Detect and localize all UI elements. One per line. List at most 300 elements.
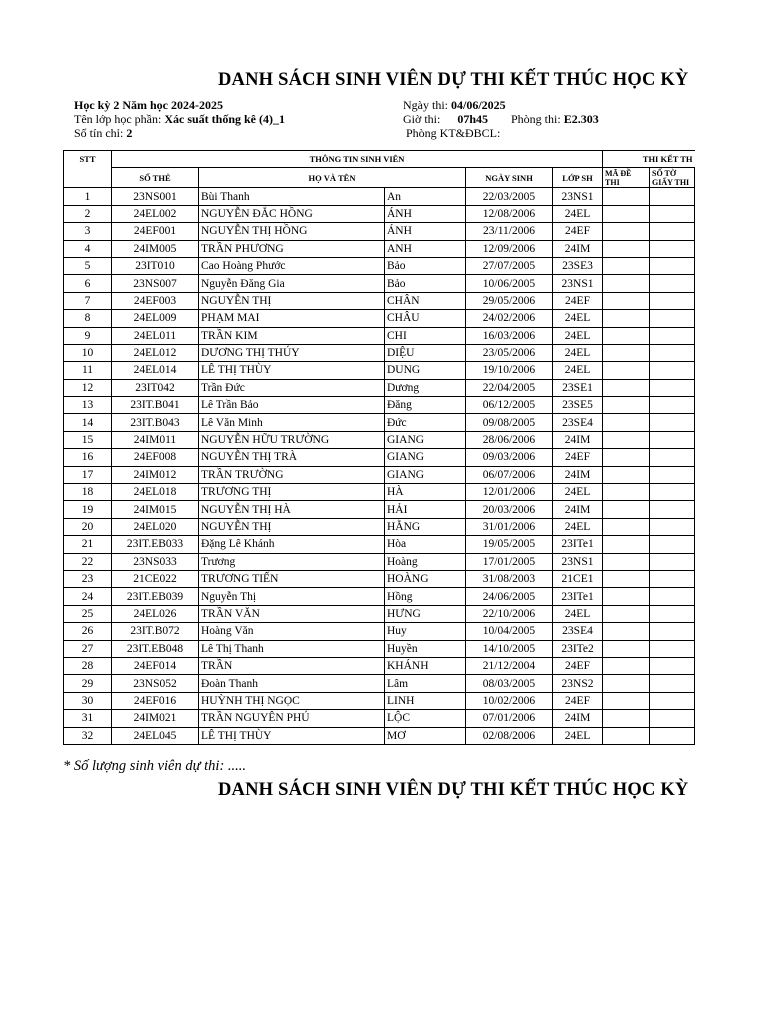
- header-exam-code: MÃ ĐỀ THI: [603, 168, 650, 188]
- cell-last-middle-name: HUỲNH THỊ NGỌC: [199, 692, 385, 709]
- cell-last-middle-name: Nguyễn Thị: [199, 588, 385, 605]
- cell-sheet-count: [650, 553, 695, 570]
- cell-first-name: Huyền: [385, 640, 466, 657]
- cell-stt: 24: [64, 588, 112, 605]
- cell-card-number: 24EL014: [112, 362, 199, 379]
- cell-date-of-birth: 12/09/2006: [466, 240, 553, 257]
- cell-exam-code: [603, 605, 650, 622]
- header-student-info: THÔNG TIN SINH VIÊN: [112, 151, 603, 168]
- table-row: [64, 501, 695, 518]
- cell-card-number: 23NS007: [112, 275, 199, 292]
- cell-stt: 25: [64, 605, 112, 622]
- cell-class: 23ITe1: [553, 588, 603, 605]
- cell-last-middle-name: TRẦN: [199, 657, 385, 674]
- cell-date-of-birth: 09/08/2005: [466, 414, 553, 431]
- cell-last-middle-name: NGUYỄN THỊ: [199, 518, 385, 535]
- cell-exam-code: [603, 310, 650, 327]
- cell-date-of-birth: 07/01/2006: [466, 710, 553, 727]
- cell-exam-code: [603, 536, 650, 553]
- cell-exam-code: [603, 344, 650, 361]
- table-row: [64, 414, 695, 431]
- cell-class: 24EL: [553, 310, 603, 327]
- cell-sheet-count: [650, 379, 695, 396]
- exam-date-label: Ngày thi:: [403, 98, 451, 112]
- cell-sheet-count: [650, 257, 695, 274]
- cell-first-name: DUNG: [385, 362, 466, 379]
- cell-first-name: GIANG: [385, 466, 466, 483]
- cell-card-number: 23IT.B041: [112, 397, 199, 414]
- cell-stt: 8: [64, 310, 112, 327]
- cell-stt: 3: [64, 223, 112, 240]
- cell-exam-code: [603, 484, 650, 501]
- exam-room-line: [511, 112, 599, 126]
- cell-sheet-count: [650, 310, 695, 327]
- cell-last-middle-name: Trần Đức: [199, 379, 385, 396]
- cell-exam-code: [603, 275, 650, 292]
- cell-sheet-count: [650, 484, 695, 501]
- cell-date-of-birth: 12/01/2006: [466, 484, 553, 501]
- cell-card-number: 21CE022: [112, 570, 199, 587]
- cell-stt: 6: [64, 275, 112, 292]
- cell-date-of-birth: 19/10/2006: [466, 362, 553, 379]
- cell-exam-code: [603, 223, 650, 240]
- semester-text: Học kỳ 2 Năm học 2024-2025: [74, 98, 223, 112]
- cell-card-number: 23IT.B072: [112, 623, 199, 640]
- cell-first-name: Lâm: [385, 675, 466, 692]
- cell-class: 23NS2: [553, 675, 603, 692]
- cell-stt: 32: [64, 727, 112, 744]
- cell-last-middle-name: Hoàng Văn: [199, 623, 385, 640]
- cell-class: 24EL: [553, 327, 603, 344]
- table-row: [64, 570, 695, 587]
- cell-card-number: 23IT.EB039: [112, 588, 199, 605]
- table-row: [64, 484, 695, 501]
- header-full-name: HỌ VÀ TÊN: [199, 168, 466, 188]
- cell-last-middle-name: Đoàn Thanh: [199, 675, 385, 692]
- cell-class: 24EL: [553, 205, 603, 222]
- cell-stt: 14: [64, 414, 112, 431]
- cell-last-middle-name: Cao Hoàng Phước: [199, 257, 385, 274]
- cell-sheet-count: [650, 223, 695, 240]
- cell-stt: 19: [64, 501, 112, 518]
- cell-card-number: 24IM021: [112, 710, 199, 727]
- cell-stt: 22: [64, 553, 112, 570]
- cell-card-number: 23NS033: [112, 553, 199, 570]
- cell-exam-code: [603, 397, 650, 414]
- cell-stt: 27: [64, 640, 112, 657]
- table-row: [64, 640, 695, 657]
- cell-sheet-count: [650, 414, 695, 431]
- cell-first-name: CHÂU: [385, 310, 466, 327]
- cell-exam-code: [603, 623, 650, 640]
- exam-room-value: E2.303: [563, 112, 599, 126]
- cell-exam-code: [603, 414, 650, 431]
- office-label: Phòng KT&ĐBCL:: [406, 126, 501, 140]
- cell-date-of-birth: 22/10/2006: [466, 605, 553, 622]
- cell-card-number: 24IM011: [112, 431, 199, 448]
- course-line: [74, 112, 285, 126]
- table-row: [64, 605, 695, 622]
- cell-last-middle-name: NGUYỄN THỊ HỒNG: [199, 223, 385, 240]
- cell-first-name: Hoàng: [385, 553, 466, 570]
- cell-stt: 17: [64, 466, 112, 483]
- cell-exam-code: [603, 710, 650, 727]
- cell-sheet-count: [650, 431, 695, 448]
- table-row: [64, 397, 695, 414]
- cell-last-middle-name: Lê Thị Thanh: [199, 640, 385, 657]
- cell-class: 23SE4: [553, 414, 603, 431]
- exam-date-line: [403, 98, 506, 112]
- table-row: [64, 240, 695, 257]
- course-value: Xác suất thống kê (4)_1: [164, 112, 285, 126]
- cell-date-of-birth: 19/05/2005: [466, 536, 553, 553]
- cell-class: 24EF: [553, 292, 603, 309]
- cell-first-name: LỘC: [385, 710, 466, 727]
- cell-stt: 18: [64, 484, 112, 501]
- cell-first-name: HOÀNG: [385, 570, 466, 587]
- cell-sheet-count: [650, 727, 695, 744]
- table-row: [64, 518, 695, 535]
- table-row: [64, 188, 695, 205]
- cell-card-number: 24EF008: [112, 449, 199, 466]
- cell-exam-code: [603, 466, 650, 483]
- header-sheet-count: SỐ TỜ GIẤY THI: [650, 168, 695, 188]
- cell-exam-code: [603, 188, 650, 205]
- cell-exam-code: [603, 205, 650, 222]
- cell-first-name: GIANG: [385, 449, 466, 466]
- cell-sheet-count: [650, 205, 695, 222]
- cell-date-of-birth: 23/05/2006: [466, 344, 553, 361]
- table-row: [64, 431, 695, 448]
- cell-first-name: DIỆU: [385, 344, 466, 361]
- cell-stt: 7: [64, 292, 112, 309]
- cell-stt: 21: [64, 536, 112, 553]
- header-stt: STT: [64, 151, 112, 188]
- cell-stt: 13: [64, 397, 112, 414]
- cell-card-number: 23IT.EB048: [112, 640, 199, 657]
- table-row: [64, 710, 695, 727]
- table-row: [64, 292, 695, 309]
- cell-first-name: ÁNH: [385, 223, 466, 240]
- table-row: [64, 727, 695, 744]
- cell-first-name: KHÁNH: [385, 657, 466, 674]
- cell-class: 23SE1: [553, 379, 603, 396]
- cell-last-middle-name: LÊ THỊ THÙY: [199, 362, 385, 379]
- cell-date-of-birth: 21/12/2004: [466, 657, 553, 674]
- cell-exam-code: [603, 588, 650, 605]
- cell-class: 24IM: [553, 466, 603, 483]
- cell-class: 24EL: [553, 362, 603, 379]
- cell-first-name: Bảo: [385, 257, 466, 274]
- cell-last-middle-name: DƯƠNG THỊ THÚY: [199, 344, 385, 361]
- table-row: [64, 275, 695, 292]
- cell-first-name: Dương: [385, 379, 466, 396]
- cell-sheet-count: [650, 397, 695, 414]
- header-date-of-birth: NGÀY SINH: [466, 168, 553, 188]
- cell-card-number: 23IT010: [112, 257, 199, 274]
- cell-exam-code: [603, 657, 650, 674]
- cell-class: 23SE3: [553, 257, 603, 274]
- cell-stt: 31: [64, 710, 112, 727]
- cell-first-name: Đăng: [385, 397, 466, 414]
- cell-class: 24IM: [553, 501, 603, 518]
- cell-last-middle-name: Nguyễn Đăng Gia: [199, 275, 385, 292]
- cell-exam-code: [603, 501, 650, 518]
- cell-date-of-birth: 09/03/2006: [466, 449, 553, 466]
- cell-date-of-birth: 31/08/2003: [466, 570, 553, 587]
- cell-card-number: 24IM015: [112, 501, 199, 518]
- cell-date-of-birth: 29/05/2006: [466, 292, 553, 309]
- cell-stt: 26: [64, 623, 112, 640]
- cell-card-number: 24EL009: [112, 310, 199, 327]
- cell-stt: 16: [64, 449, 112, 466]
- cell-stt: 5: [64, 257, 112, 274]
- cell-date-of-birth: 31/01/2006: [466, 518, 553, 535]
- cell-last-middle-name: NGUYỄN HỮU TRƯỜNG: [199, 431, 385, 448]
- cell-stt: 20: [64, 518, 112, 535]
- table-row: [64, 310, 695, 327]
- cell-sheet-count: [650, 449, 695, 466]
- cell-exam-code: [603, 640, 650, 657]
- exam-date-value: 04/06/2025: [451, 98, 506, 112]
- cell-last-middle-name: TRẦN TRƯỜNG: [199, 466, 385, 483]
- cell-card-number: 24EL012: [112, 344, 199, 361]
- cell-class: 24EL: [553, 727, 603, 744]
- cell-exam-code: [603, 675, 650, 692]
- cell-stt: 9: [64, 327, 112, 344]
- cell-sheet-count: [650, 275, 695, 292]
- cell-class: 24IM: [553, 240, 603, 257]
- cell-class: 23NS1: [553, 188, 603, 205]
- cell-sheet-count: [650, 657, 695, 674]
- cell-first-name: ANH: [385, 240, 466, 257]
- table-row: [64, 657, 695, 674]
- cell-date-of-birth: 14/10/2005: [466, 640, 553, 657]
- cell-last-middle-name: TRƯƠNG THỊ: [199, 484, 385, 501]
- cell-card-number: 24EL018: [112, 484, 199, 501]
- table-row: [64, 327, 695, 344]
- header-exam: THI KẾT TH: [603, 151, 695, 168]
- cell-exam-code: [603, 518, 650, 535]
- cell-exam-code: [603, 379, 650, 396]
- cell-stt: 29: [64, 675, 112, 692]
- cell-class: 24IM: [553, 710, 603, 727]
- cell-class: 23SE4: [553, 623, 603, 640]
- cell-first-name: Đức: [385, 414, 466, 431]
- cell-date-of-birth: 12/08/2006: [466, 205, 553, 222]
- cell-last-middle-name: TRẦN VĂN: [199, 605, 385, 622]
- cell-date-of-birth: 10/06/2005: [466, 275, 553, 292]
- cell-stt: 1: [64, 188, 112, 205]
- cell-date-of-birth: 06/12/2005: [466, 397, 553, 414]
- cell-last-middle-name: Đặng Lê Khánh: [199, 536, 385, 553]
- cell-sheet-count: [650, 640, 695, 657]
- cell-date-of-birth: 28/06/2006: [466, 431, 553, 448]
- cell-stt: 4: [64, 240, 112, 257]
- cell-sheet-count: [650, 536, 695, 553]
- credits-label: Số tín chỉ:: [74, 126, 127, 140]
- table-row: [64, 466, 695, 483]
- cell-class: 24EL: [553, 518, 603, 535]
- cell-class: 24EL: [553, 605, 603, 622]
- cell-exam-code: [603, 257, 650, 274]
- cell-stt: 23: [64, 570, 112, 587]
- cell-class: 24EF: [553, 223, 603, 240]
- cell-sheet-count: [650, 518, 695, 535]
- cell-last-middle-name: NGUYỄN THỊ TRÀ: [199, 449, 385, 466]
- cell-card-number: 24EL045: [112, 727, 199, 744]
- cell-exam-code: [603, 292, 650, 309]
- page-title-repeat: DANH SÁCH SINH VIÊN DỰ THI KẾT THÚC HỌC KỲ: [218, 780, 689, 800]
- cell-date-of-birth: 08/03/2005: [466, 675, 553, 692]
- cell-last-middle-name: Trương: [199, 553, 385, 570]
- cell-card-number: 24IM012: [112, 466, 199, 483]
- cell-exam-code: [603, 327, 650, 344]
- cell-class: 23NS1: [553, 553, 603, 570]
- cell-first-name: Hồng: [385, 588, 466, 605]
- cell-stt: 2: [64, 205, 112, 222]
- cell-sheet-count: [650, 605, 695, 622]
- table-row: [64, 205, 695, 222]
- cell-sheet-count: [650, 240, 695, 257]
- cell-card-number: 23IT042: [112, 379, 199, 396]
- course-label: Tên lớp học phần:: [74, 112, 165, 126]
- cell-first-name: MƠ: [385, 727, 466, 744]
- cell-first-name: Bảo: [385, 275, 466, 292]
- cell-sheet-count: [650, 466, 695, 483]
- cell-last-middle-name: Lê Văn Minh: [199, 414, 385, 431]
- cell-class: 23NS1: [553, 275, 603, 292]
- cell-exam-code: [603, 553, 650, 570]
- cell-first-name: ÁNH: [385, 205, 466, 222]
- cell-class: 21CE1: [553, 570, 603, 587]
- cell-first-name: CHI: [385, 327, 466, 344]
- cell-stt: 10: [64, 344, 112, 361]
- table-body: [64, 188, 695, 745]
- cell-last-middle-name: LÊ THỊ THÙY: [199, 727, 385, 744]
- cell-last-middle-name: NGUYỄN ĐẮC HỒNG: [199, 205, 385, 222]
- table-row: [64, 623, 695, 640]
- cell-stt: 30: [64, 692, 112, 709]
- cell-last-middle-name: TRẦN KIM: [199, 327, 385, 344]
- cell-first-name: An: [385, 188, 466, 205]
- cell-date-of-birth: 10/04/2005: [466, 623, 553, 640]
- cell-sheet-count: [650, 570, 695, 587]
- cell-card-number: 23NS001: [112, 188, 199, 205]
- exam-time-line: [403, 112, 488, 126]
- cell-class: 23SE5: [553, 397, 603, 414]
- cell-last-middle-name: Lê Trần Bảo: [199, 397, 385, 414]
- cell-card-number: 24EF014: [112, 657, 199, 674]
- cell-card-number: 23NS052: [112, 675, 199, 692]
- exam-time-label: Giờ thi:: [403, 112, 441, 126]
- cell-last-middle-name: TRẦN NGUYÊN PHÚ: [199, 710, 385, 727]
- cell-card-number: 24EL002: [112, 205, 199, 222]
- cell-last-middle-name: NGUYỄN THỊ HÀ: [199, 501, 385, 518]
- cell-date-of-birth: 20/03/2006: [466, 501, 553, 518]
- cell-last-middle-name: NGUYỄN THỊ: [199, 292, 385, 309]
- table-row: [64, 379, 695, 396]
- cell-date-of-birth: 06/07/2006: [466, 466, 553, 483]
- cell-sheet-count: [650, 710, 695, 727]
- cell-stt: 12: [64, 379, 112, 396]
- cell-exam-code: [603, 727, 650, 744]
- credits-line: [74, 126, 132, 140]
- exam-room-label: Phòng thi:: [511, 112, 564, 126]
- cell-stt: 15: [64, 431, 112, 448]
- cell-class: 24EF: [553, 692, 603, 709]
- table-row: [64, 257, 695, 274]
- table-row: [64, 553, 695, 570]
- cell-last-middle-name: TRƯƠNG TIẾN: [199, 570, 385, 587]
- table-row: [64, 536, 695, 553]
- cell-card-number: 23IT.EB033: [112, 536, 199, 553]
- cell-sheet-count: [650, 623, 695, 640]
- credits-value: 2: [126, 126, 133, 140]
- office-line: [406, 126, 500, 140]
- cell-last-middle-name: Bùi Thanh: [199, 188, 385, 205]
- cell-card-number: 23IT.B043: [112, 414, 199, 431]
- cell-exam-code: [603, 431, 650, 448]
- cell-exam-code: [603, 449, 650, 466]
- cell-sheet-count: [650, 344, 695, 361]
- cell-exam-code: [603, 240, 650, 257]
- cell-card-number: 24IM005: [112, 240, 199, 257]
- participant-count-note: * Số lượng sinh viên dự thi: .....: [63, 758, 247, 774]
- cell-first-name: HẰNG: [385, 518, 466, 535]
- cell-first-name: Hòa: [385, 536, 466, 553]
- cell-sheet-count: [650, 675, 695, 692]
- cell-exam-code: [603, 362, 650, 379]
- cell-sheet-count: [650, 692, 695, 709]
- semester-line: [74, 98, 223, 112]
- cell-sheet-count: [650, 362, 695, 379]
- table-row: [64, 692, 695, 709]
- cell-sheet-count: [650, 292, 695, 309]
- student-table: [63, 150, 695, 745]
- cell-class: 24EF: [553, 657, 603, 674]
- cell-first-name: HÀ: [385, 484, 466, 501]
- cell-class: 24EF: [553, 449, 603, 466]
- cell-last-middle-name: TRẦN PHƯƠNG: [199, 240, 385, 257]
- cell-stt: 11: [64, 362, 112, 379]
- cell-card-number: 24EF016: [112, 692, 199, 709]
- cell-date-of-birth: 24/02/2006: [466, 310, 553, 327]
- cell-exam-code: [603, 692, 650, 709]
- cell-first-name: LINH: [385, 692, 466, 709]
- cell-exam-code: [603, 570, 650, 587]
- cell-sheet-count: [650, 327, 695, 344]
- cell-date-of-birth: 17/01/2005: [466, 553, 553, 570]
- cell-card-number: 24EF001: [112, 223, 199, 240]
- table-row: [64, 449, 695, 466]
- cell-card-number: 24EL020: [112, 518, 199, 535]
- cell-class: 24EL: [553, 344, 603, 361]
- cell-last-middle-name: PHẠM MAI: [199, 310, 385, 327]
- cell-first-name: CHÂN: [385, 292, 466, 309]
- cell-date-of-birth: 24/06/2005: [466, 588, 553, 605]
- cell-date-of-birth: 23/11/2006: [466, 223, 553, 240]
- exam-time-value: 07h45: [457, 112, 489, 126]
- cell-date-of-birth: 27/07/2005: [466, 257, 553, 274]
- cell-card-number: 24EL011: [112, 327, 199, 344]
- header-class: LỚP SH: [553, 168, 603, 188]
- table-row: [64, 223, 695, 240]
- header-card-number: SỐ THẺ: [112, 168, 199, 188]
- cell-class: 23ITe1: [553, 536, 603, 553]
- cell-date-of-birth: 22/04/2005: [466, 379, 553, 396]
- cell-first-name: HẢI: [385, 501, 466, 518]
